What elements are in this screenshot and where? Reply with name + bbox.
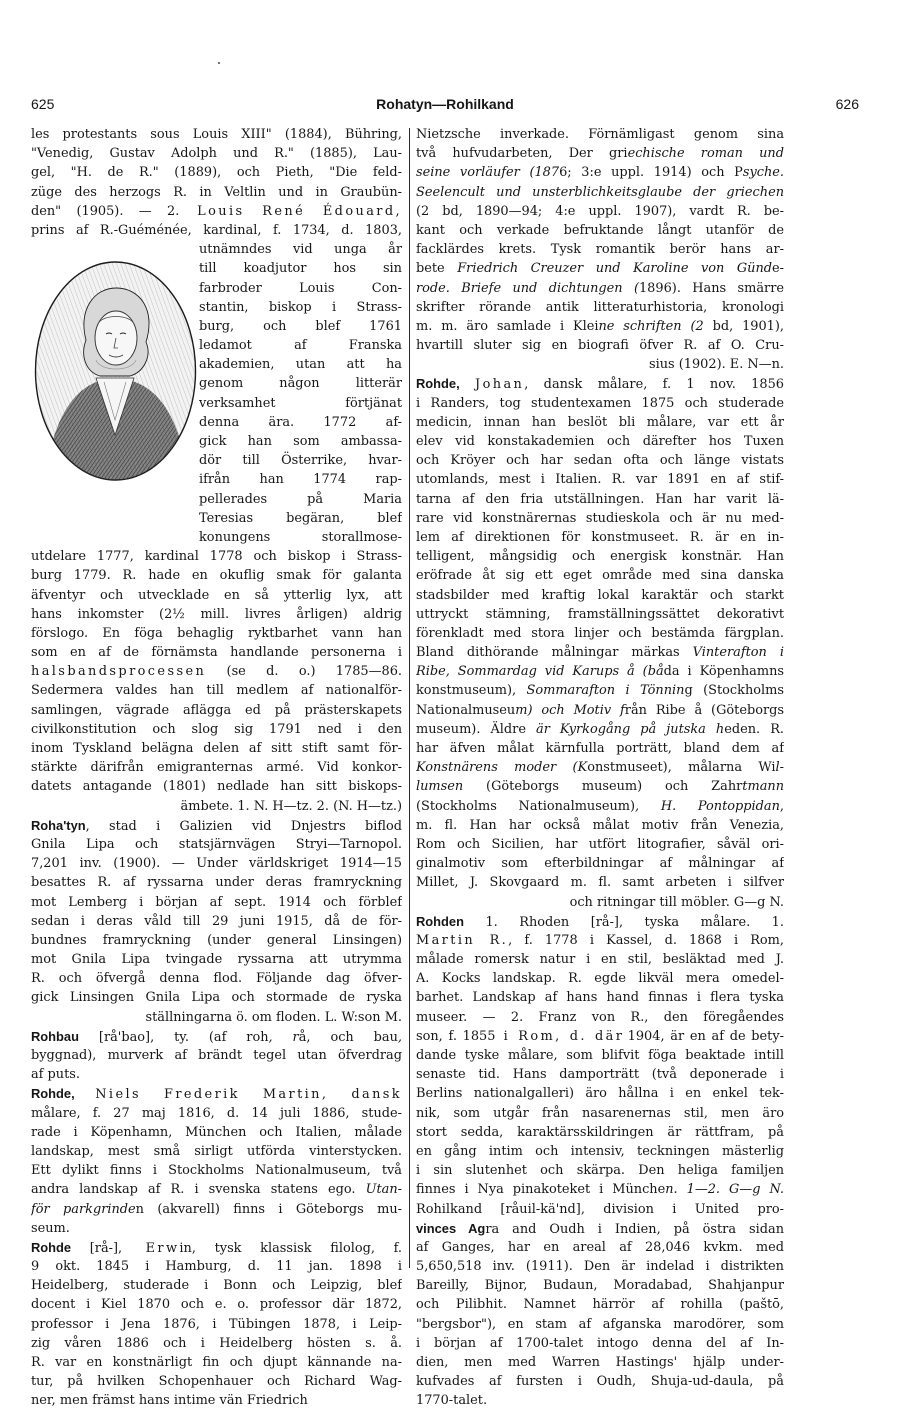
italic-title: tmann bbox=[742, 779, 784, 795]
right-column-line: 1770-talet. bbox=[416, 1393, 488, 1409]
left-column-line: förslogo. En föga behaglig ryktbarhet vann han bbox=[31, 625, 402, 641]
italic-title: , H. Pontoppidan bbox=[635, 798, 780, 814]
running-title: Rohatyn—Rohilkand bbox=[376, 96, 514, 112]
left-column-line: gick Linsingen Gnila Lipa och stormade de ryska bbox=[31, 990, 402, 1006]
left-column-line: Heidelberg, studerade i Bonn och Leipzig, blef bbox=[31, 1278, 402, 1294]
right-column-line: skrifter rörande antik litteraturhistoria, kronologi bbox=[416, 299, 784, 315]
right-column-line bbox=[416, 183, 784, 202]
right-column-line: dande tyske målare, som blifvit föga beaktade intill bbox=[416, 1048, 784, 1063]
right-column-line: "bergsbor"), en stam af afganska marodörer, som bbox=[416, 1316, 784, 1332]
spaced-name: Louis René Édouard, bbox=[179, 203, 402, 219]
right-column-line: rare vid konstnärernas studieskola och är nu med- bbox=[416, 510, 784, 526]
left-column-line: Roha'tyn, stad i Galizien vid Dnjestrs biflod bbox=[31, 817, 402, 834]
left-column-line: landskap, mest små sirligt utförda vinterstycken. bbox=[31, 1143, 402, 1159]
right-column-line: i sin slutenhet och skärpa. Den heliga familjen bbox=[416, 1163, 784, 1179]
page-speck bbox=[218, 62, 220, 64]
right-column-line: Berlins nationalgalleri) äro hållna i en enkel tek- bbox=[416, 1086, 784, 1102]
left-column-line: af puts. bbox=[31, 1067, 81, 1083]
spaced-name: Niels Frederik Martin, dansk bbox=[95, 1087, 402, 1103]
spaced-name: halsbandsprocessen bbox=[31, 664, 207, 680]
right-column-line: Rohilkand [råuil-kä'nd], division i United pro- bbox=[416, 1201, 784, 1217]
right-column-line: telligent, mångsidig och energisk konstnär. Han bbox=[416, 549, 784, 565]
left-column-line: gick han som ambassa- bbox=[199, 434, 402, 449]
left-column-line: verksamhet förtjänat bbox=[199, 395, 402, 411]
left-column-line: samlingen, vägrade aflägga ed på prästerskapets bbox=[31, 702, 402, 718]
italic-title: m) och Motiv f bbox=[515, 702, 625, 718]
left-column-line: målare, f. 27 maj 1816, d. 14 juli 1886, stude- bbox=[31, 1105, 402, 1121]
right-column-line: (2 bd, 1890—94; 4:e uppl. 1907), vardt R. be- bbox=[416, 203, 784, 219]
right-column-line: tarna af den fria utställningen. Han har varit lä- bbox=[416, 491, 784, 507]
right-column-line: sius (1902). E. N—n. bbox=[649, 357, 784, 373]
right-column bbox=[416, 125, 784, 1411]
right-column-line: lem af direktionen för konstmuseet. R. är en in- bbox=[416, 529, 784, 545]
left-column-line: R. var en konstnärligt fin och djupt kännande na- bbox=[31, 1355, 402, 1370]
italic-title: Sommarafton i Tönnin bbox=[526, 683, 685, 699]
right-column-line: har äfven målat kärnfulla porträtt, bland dem af bbox=[416, 741, 784, 756]
left-column-line: stantin, biskop i Strass- bbox=[199, 299, 402, 315]
left-column-line: R. och öfvergå denna flod. Följande dag öfver- bbox=[31, 971, 402, 987]
left-column-line: datets antagande (1801) nedlade han sitt biskops- bbox=[31, 779, 402, 795]
right-column-line: och Pilibhit. Namnet härrör af rohilla (paštō, bbox=[416, 1297, 784, 1313]
right-column-line: m. m. äro samlade i Kleine schriften (2 bd, 1901), bbox=[416, 318, 784, 334]
left-column-line: andra landskap af R. i svenska statens ego. Utan- bbox=[31, 1182, 402, 1198]
right-column-line: nik, som utgår från nasarenernas stil, men äro bbox=[416, 1105, 784, 1121]
right-column-line: seine vorläufer (1876; 3:e uppl. 1914) och Psyche. bbox=[416, 165, 784, 181]
right-column-line: barhet. Landskap af hans hand finnas i flera tyska bbox=[416, 990, 784, 1006]
italic-title: seine vorläufer (187 bbox=[416, 165, 560, 181]
right-column-line: eröfrade åt sig ett eget område med sina danska bbox=[416, 568, 784, 584]
running-header bbox=[31, 96, 859, 116]
italic-title: är Kyrkogång på jutska h bbox=[525, 721, 725, 737]
headword: Rohde, bbox=[31, 1086, 75, 1102]
right-column-line: Millet, J. Skovgaard m. fl. samt arbeten i silfver bbox=[416, 875, 784, 891]
right-column-line: lumsen (Göteborgs museum) och Zahrtmann bbox=[416, 779, 784, 795]
right-column-line: Konstnärens moder (Konstmuseet), målarna Wil- bbox=[416, 760, 784, 776]
right-column-line: konstmuseum), Sommarafton i Tönning (Stockholms bbox=[416, 683, 784, 699]
page-number-right: 626 bbox=[835, 96, 859, 112]
column-rule bbox=[409, 128, 410, 1268]
left-column-line: gel, "H. de R." (1889), och Pieth, "Die feld- bbox=[31, 165, 402, 181]
headword: Rohde, bbox=[416, 376, 460, 392]
left-column-line: stärkte därifrån emigranternas armé. Vid konkor- bbox=[31, 760, 402, 776]
right-column-line: förenkladt med stora linjer och bestämda färgplan. bbox=[416, 625, 784, 641]
spaced-name: i Rom, d. dä bbox=[495, 1028, 616, 1044]
right-column-line: hvartill sluter sig en biografi öfver R. af O. Cru- bbox=[416, 338, 784, 354]
italic-title: , bbox=[397, 1029, 402, 1045]
right-column-line: facklärdes krets. Tysk romantik berör hans ar- bbox=[416, 242, 784, 258]
left-column-line: burg 1779. R. hade en okuflig smak för galanta bbox=[31, 568, 402, 584]
right-column-line: utomlands, mest i Italien. R. var 1891 en af stif- bbox=[416, 472, 784, 488]
left-column-line: rade i Köpenhamn, München och Italien, målade bbox=[31, 1124, 402, 1140]
right-column-line: kant och verkade befruktande långt utanför de bbox=[416, 222, 784, 238]
left-column-line: för parkgrinden (akvarell) finns i Göteborgs mu- bbox=[31, 1201, 402, 1217]
left-column-line: tur, på hvilken Schopenhauer och Richard Wag- bbox=[31, 1374, 402, 1390]
right-column-line: son, f. 1855 i Rom, d. där 1904, är en af de bety- bbox=[416, 1028, 784, 1044]
left-column-line: 9 okt. 1845 i Hamburg, d. 11 jan. 1898 i bbox=[31, 1259, 402, 1275]
right-column-line: uttryckt stämning, framställningssättet dekorativt bbox=[416, 606, 784, 622]
left-column-line: genom någon litterär bbox=[199, 376, 402, 392]
left-column-line: akademien, utan att ha bbox=[199, 357, 402, 373]
left-column-line: seum. bbox=[31, 1220, 70, 1236]
italic-title: rode. Briefe und dichtungen ( bbox=[416, 280, 639, 296]
right-column-line: senaste tid. Hans damporträtt (två deponerade i bbox=[416, 1067, 784, 1083]
left-column-line: civilkonstitution och slog sig 1791 ned i den bbox=[31, 721, 402, 737]
italic-title: för parkgrinde bbox=[31, 1201, 136, 1217]
right-column-line: A. Kocks landskap. R. egde likväl mera omedel- bbox=[416, 971, 784, 987]
left-column-line: pellerades på Maria bbox=[199, 491, 402, 507]
right-column-line: stort sedda, karaktärsskildringen är rättfram, på bbox=[416, 1124, 784, 1140]
right-column-line: museum). Äldre är Kyrkogång på jutska heden. R. bbox=[416, 721, 784, 737]
italic-title: Konstnärens moder (K bbox=[416, 760, 588, 776]
right-column-line: Nationalmuseum) och Motiv från Ribe å (Göteborgs bbox=[416, 702, 784, 718]
headword: Rohden bbox=[416, 913, 464, 929]
italic-title: syche. bbox=[742, 165, 784, 181]
left-column-line: burg, och blef 1761 bbox=[199, 318, 402, 334]
right-column-line: Bareilly, Bijnor, Budaun, Moradabad, Shahjanpur bbox=[416, 1278, 784, 1294]
left-column-line: ställningarna ö. om floden. L. W:son M. bbox=[145, 1009, 402, 1025]
spaced-name: Martin R. bbox=[416, 932, 509, 948]
left-column-line: inom Tyskland belägna delen af sitt stift samt för- bbox=[31, 741, 402, 756]
left-column-line: zig våren 1886 och i Heidelberg hösten s. å. bbox=[31, 1335, 402, 1351]
right-column-line: två hufvudarbeten, Der griechische roman und bbox=[416, 146, 784, 162]
right-column-line: en gång intim och intensiv, teckningen mästerlig bbox=[416, 1143, 784, 1159]
headword: Rohbau bbox=[31, 1028, 79, 1044]
italic-title: l- bbox=[775, 760, 784, 776]
right-column-line: m. fl. Han har också målat motiv från Venezia, bbox=[416, 817, 784, 833]
right-column-line: rode. Briefe und dichtungen (1896). Hans smärre bbox=[416, 280, 784, 296]
spaced-name: Johan bbox=[475, 377, 525, 393]
left-column-line: som en af de förnämsta handlande personerna i bbox=[31, 645, 402, 661]
left-column-line: Gnila Lipa och statsjärnvägen Stryi—Tarnopol. bbox=[31, 836, 402, 852]
left-column-line: Rohde [rå-], Erwin, tysk klassisk filolog, f. bbox=[31, 1239, 402, 1256]
left-column-line: Ett dylikt finns i Stockholms Nationalmuseum, två bbox=[31, 1163, 402, 1179]
right-column-line: bete Friedrich Creuzer und Karoline von Günde- bbox=[416, 261, 784, 277]
right-column-line: Martin R., f. 1778 i Kassel, d. 1868 i Rom, bbox=[416, 932, 784, 948]
portrait-engraving bbox=[34, 260, 197, 482]
right-column-line: Rohden 1. Rhoden [rå-], tyska målare. 1. bbox=[416, 913, 784, 930]
right-column-line: kufvades af fursten i Oudh, Shuja-ud-daula, på bbox=[416, 1374, 784, 1390]
left-column-line: sedan i deras våld till 29 juni 1915, då de för- bbox=[31, 913, 402, 929]
right-column-line: museer. — 2. Franz von R., den föregåendes bbox=[416, 1009, 784, 1025]
page-number-left: 625 bbox=[31, 96, 55, 112]
right-column-line: Rohde, Johan, dansk målare, f. 1 nov. 1856 bbox=[416, 376, 784, 393]
italic-title: Seelencult und unsterblichkeitsglaube der griechen bbox=[416, 184, 784, 200]
left-column-line: docent i Kiel 1870 och e. o. professor där 1872, bbox=[31, 1297, 402, 1313]
headword: Roha'tyn bbox=[31, 817, 86, 833]
right-column-line: målade romersk natur i en stil, besläktad med J. bbox=[416, 952, 784, 968]
spaced-name: , Erw bbox=[118, 1240, 180, 1256]
left-column-line: till koadjutor hos sin bbox=[199, 261, 402, 277]
left-column-line: hans inkomster (2½ mill. livres årligen) aldrig bbox=[31, 606, 402, 622]
right-column-line: i Randers, tog studentexamen 1875 och studerade bbox=[416, 395, 784, 411]
right-column-line: Ribe, Sommardag vid Karups å (båda i Köpenhamns bbox=[416, 664, 784, 680]
left-column-line: byggnad), murverk af brändt tegel utan öfverdrag bbox=[31, 1048, 402, 1063]
headword: Rohde bbox=[31, 1239, 72, 1255]
left-column-line: den" (1905). — 2. Louis René Édouard, bbox=[31, 203, 402, 219]
right-column-line: i början af 1700-talet intogo denna del af In- bbox=[416, 1335, 784, 1351]
left-column-line: äfventyr och utvecklade en så ytterlig lyx, att bbox=[31, 587, 402, 603]
left-column-line: Rohbau [rå'bao], ty. (af roh, rå, och bau, bbox=[31, 1028, 402, 1045]
left-column-line: denna ära. 1772 af- bbox=[199, 414, 402, 430]
left-column-line: mot Lemberg i början af sept. 1914 och förblef bbox=[31, 894, 402, 910]
left-column-line: "Venedig, Gustav Adolph und R." (1885), Lau- bbox=[31, 146, 402, 162]
left-column-line: halsbandsprocessen (se d. o.) 1785—86. bbox=[31, 664, 402, 680]
left-column-line: 7,201 inv. (1900). — Under världskriget 1914—15 bbox=[31, 856, 402, 872]
left-column-line: ner, men främst hans intime vän Friedrich bbox=[31, 1393, 308, 1409]
left-column-line: prins af R.-Guéménée, kardinal, f. 1734, d. 1803, bbox=[31, 222, 402, 238]
left-column-line: les protestants sous Louis XIII" (1884), Bühring, bbox=[31, 127, 402, 142]
left-column-line: ifrån han 1774 rap- bbox=[199, 472, 402, 488]
left-column-line: bundnes framryckning (under general Linsingen) bbox=[31, 932, 402, 948]
italic-title: , r bbox=[268, 1029, 299, 1045]
right-column-line: och ritningar till möbler. G—g N. bbox=[569, 894, 784, 910]
italic-title: Vinterafton i bbox=[692, 645, 784, 661]
italic-title: echische roman und bbox=[627, 146, 784, 162]
right-column-line: medicin, innan han beslöt bli målare, var ett år bbox=[416, 414, 784, 430]
right-column-line: Nietzsche inverkade. Förnämligast genom sina bbox=[416, 127, 784, 142]
italic-title: n. 1—2. G—g N. bbox=[665, 1182, 784, 1198]
left-column-line: Sedermera valdes han till medlem af nationalför- bbox=[31, 683, 402, 699]
left-column-line: farbroder Louis Con- bbox=[199, 280, 402, 296]
right-column-line: stadsbilder med kraftig lokal karaktär och starkt bbox=[416, 587, 784, 603]
left-column-line: konungens storallmose- bbox=[199, 529, 402, 545]
right-column-line: vinces Agra and Oudh i Indien, på östra sidan bbox=[416, 1220, 784, 1237]
left-column-line: züge des herzogs R. in Veltlin und in Graubün- bbox=[31, 184, 402, 200]
left-column-line: Teresias begäran, blef bbox=[199, 510, 402, 526]
right-column-line: dien, men med Warren Hastings' hjälp under- bbox=[416, 1355, 784, 1370]
right-column-line: finnes i Nya pinakoteket i München. 1—2. G—g N. bbox=[416, 1182, 784, 1198]
italic-title: Utan- bbox=[365, 1182, 402, 1198]
left-column-line: ämbete. 1. N. H—tz. 2. (N. H—tz.) bbox=[180, 798, 402, 814]
left-column-line: dör till Österrike, hvar- bbox=[199, 453, 402, 469]
right-column-line: ginalmotiv som efterbildningar af målningar af bbox=[416, 856, 784, 872]
headword: vinces Ag bbox=[416, 1220, 486, 1236]
left-column-line bbox=[31, 1084, 402, 1103]
right-column-line: Bland dithörande målningar märkas Vinterafton i bbox=[416, 645, 784, 661]
right-column-line: (Stockholms Nationalmuseum), H. Pontoppidan, bbox=[416, 798, 784, 814]
right-column-line: 5,650,518 inv. (1911). Den är indelad i distrikten bbox=[416, 1259, 784, 1275]
italic-title: ne schriften (2 bbox=[598, 318, 704, 334]
right-column-line: elev vid konstakademien och därefter hos Tuxen bbox=[416, 434, 784, 449]
italic-title: Ribe, Sommardag vid Karups å (bå bbox=[416, 664, 664, 680]
italic-title: lumsen bbox=[416, 779, 464, 795]
right-column-line: Rom och Sicilien, har utfört litografier, såväl ori- bbox=[416, 836, 784, 852]
italic-title: Friedrich Creuzer und Karoline von Günd bbox=[457, 261, 773, 277]
left-column-line: utnämndes vid unga år bbox=[199, 242, 402, 258]
left-column-line: professor i Jena 1876, i Tübingen 1878, i Leip- bbox=[31, 1316, 402, 1332]
right-column-line: och Kröyer och har sedan ofta och länge vistats bbox=[416, 453, 784, 469]
left-column-line: besattes R. af ryssarna under deras framryckning bbox=[31, 875, 402, 891]
left-column-line: mot Gnila Lipa tvingade ryssarna att utrymma bbox=[31, 952, 402, 968]
left-column-line: utdelare 1777, kardinal 1778 och biskop i Strass- bbox=[31, 549, 402, 565]
right-column-line: af Ganges, har en areal af 28,046 kvkm. med bbox=[416, 1239, 784, 1255]
left-column-line: ledamot af Franska bbox=[199, 338, 402, 354]
